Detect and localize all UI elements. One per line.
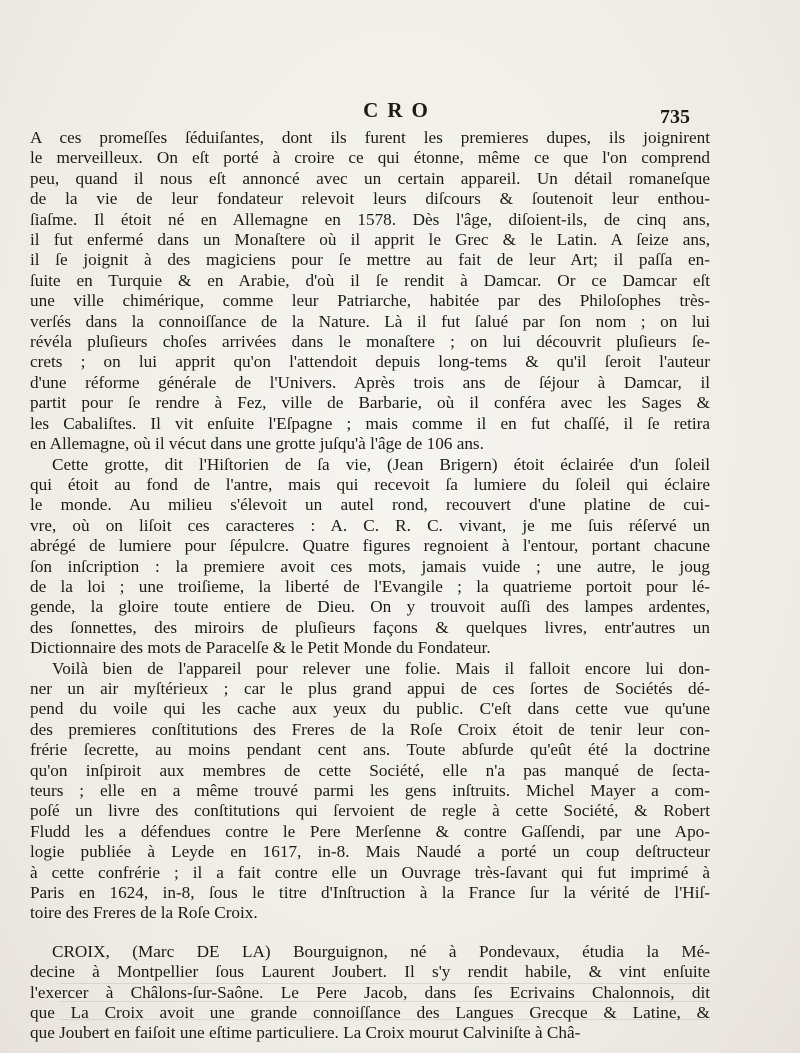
text-line: gende, la gloire toute entiere de Dieu. On y trouvoit auſſi des lampes ardentes, [30, 597, 710, 617]
text-line: Paris en 1624, in-8, ſous le titre d'Inſtruction à la France ſur la vérité de l'Hiſ- [30, 883, 710, 903]
text-line: decine à Montpellier ſous Laurent Joubert. Il s'y rendit habile, & vint enſuite [30, 962, 710, 982]
text-line: toire des Freres de la Roſe Croix. [30, 903, 258, 923]
text-line: logie publiée à Leyde en 1617, in-8. Mais Naudé a porté un coup deſtructeur [30, 842, 710, 862]
show-through-texture [60, 980, 710, 1020]
text-line: des ſonnettes, des miroirs de pluſieurs façons & quelques livres, entr'autres un [30, 617, 710, 637]
text-line: ner un air myſtérieux ; car le plus grand appui de ces ſortes de Sociétés dé- [30, 678, 710, 698]
text-line: Voilà bien de l'appareil pour relever une folie. Mais il falloit encore lui don- [52, 658, 710, 678]
text-line: ſiaſme. Il étoit né en Allemagne en 1578. Dès l'âge, diſoient-ils, de cinq ans, [30, 209, 710, 229]
paragraph [30, 659, 710, 924]
text-line: le monde. Au milieu s'élevoit un autel rond, recouvert d'une platine de cui- [30, 495, 710, 515]
text-line: l'exercer à Châlons-ſur-Saône. Le Pere Jacob, dans ſes Ecrivains Chalonnois, dit [30, 982, 710, 1002]
text-line: abrégé de lumiere pour ſépulcre. Quatre figures regnoient à l'entour, portant chacune [30, 536, 710, 556]
text-line: qui étoit au fond de l'antre, mais qui recevoit ſa lumiere du ſoleil qui éclaire [30, 474, 710, 494]
text-line: A ces promeſſes ſéduiſantes, dont ils furent les premieres dupes, ils joignirent [30, 128, 710, 147]
paragraph [30, 128, 710, 455]
text-line: crets ; on lui apprit qu'on l'attendoit depuis long-tems & qu'il ſeroit l'auteur [30, 352, 710, 372]
text-line: Dictionnaire des mots de Paracelſe & le Petit Monde du Fondateur. [30, 638, 491, 658]
text-line: de la vie de leur fondateur relevoit leurs diſcours & ſoutenoit leur enthou- [30, 189, 710, 209]
text-line: que Joubert en faiſoit une eſtime particuliere. La Croix mourut Calviniſte à Châ- [30, 1023, 581, 1043]
text-line: Cette grotte, dit l'Hiſtorien de ſa vie, (Jean Brigern) étoit éclairée d'un ſoleil [52, 454, 710, 474]
text-line: des premieres conſtitutions des Freres de la Roſe Croix étoit de tenir leur con- [30, 719, 710, 739]
text-line: révéla pluſieurs choſes arrivées dans le monaſtere ; on lui découvrit pluſieurs ſe- [30, 332, 710, 352]
text-line: poſé un livre des conſtitutions qui ſervoient de regle à cette Société, & Robert [30, 801, 710, 821]
text-line: en Allemagne, où il vécut dans une grotte juſqu'à l'âge de 106 ans. [30, 434, 484, 454]
text-line: d'une réforme générale de l'Univers. Après trois ans de ſéjour à Damcar, il [30, 372, 710, 392]
paragraph-gap [30, 924, 710, 942]
text-line: vre, où on liſoit ces caracteres : A. C. R. C. vivant, je me ſuis réſervé un [30, 515, 710, 535]
paragraph [30, 455, 710, 659]
text-line: pend du voile qui les cache aux yeux du public. C'eſt dans cette vue qu'une [30, 699, 710, 719]
text-line: il ſe joignit à des magiciens pour ſe mettre au fait de leur Art; il paſſa en- [30, 250, 710, 270]
text-line: que La Croix avoit une grande connoiſſance des Langues Grecque & Latine, & [30, 1003, 710, 1023]
text-line: CROIX, (Marc DE LA) Bourguignon, né à Pondevaux, étudia la Mé- [52, 941, 710, 961]
text-line: à cette confrérie ; il a fait contre elle un Ouvrage très-ſavant qui fut imprimé à [30, 862, 710, 882]
page-number: 735 [660, 106, 690, 128]
text-line: qu'on inſpiroit aux membres de cette Société, elle n'a pas manqué de ſecta- [30, 760, 710, 780]
text-line: une ville chimérique, comme leur Patriarche, habitée par des Philoſophes très- [30, 291, 710, 311]
text-line: frérie ſecrette, au moins pendant cent ans. Toute abſurde qu'eût été la doctrine [30, 740, 710, 760]
text-line: de la loi ; une troiſieme, la liberté de l'Evangile ; la quatrieme portoit pour lé- [30, 576, 710, 596]
running-head: CRO [363, 98, 437, 122]
text-line: Fludd les a défendues contre le Pere Merſenne & contre Gaſſendi, par une Apo- [30, 821, 710, 841]
text-line: ſon inſcription : la premiere avoit ces mots, jamais vuide ; une autre, le joug [30, 556, 710, 576]
text-line: partit pour ſe rendre à Fez, ville de Barbarie, où il conféra avec les Sages & [30, 393, 710, 413]
text-line: les Cabaliſtes. Il vit enſuite l'Eſpagne ; mais comme il en fut chaſſé, il ſe retira [30, 413, 710, 433]
text-line: il fut enfermé dans un Monaſtere où il apprit le Grec & le Latin. A ſeize ans, [30, 230, 710, 250]
text-line: teurs ; elle en a même trouvé parmi les gens inſtruits. Michel Mayer a com- [30, 781, 710, 800]
text-line: le merveilleux. On eſt porté à croire ce qui étonne, même ce que l'on comprend [30, 148, 710, 168]
page-header [0, 98, 800, 128]
body-text [30, 128, 710, 1044]
text-line: verſés dans la connoiſſance de la Nature. Là il fut ſalué par ſon nom ; on lui [30, 311, 710, 331]
text-line: peu, quand il nous eſt annoncé avec un certain appareil. Un détail romaneſque [30, 168, 710, 188]
text-line: ſuite en Turquie & en Arabie, d'où il ſe rendit à Damcar. Or ce Damcar eſt [30, 270, 710, 290]
